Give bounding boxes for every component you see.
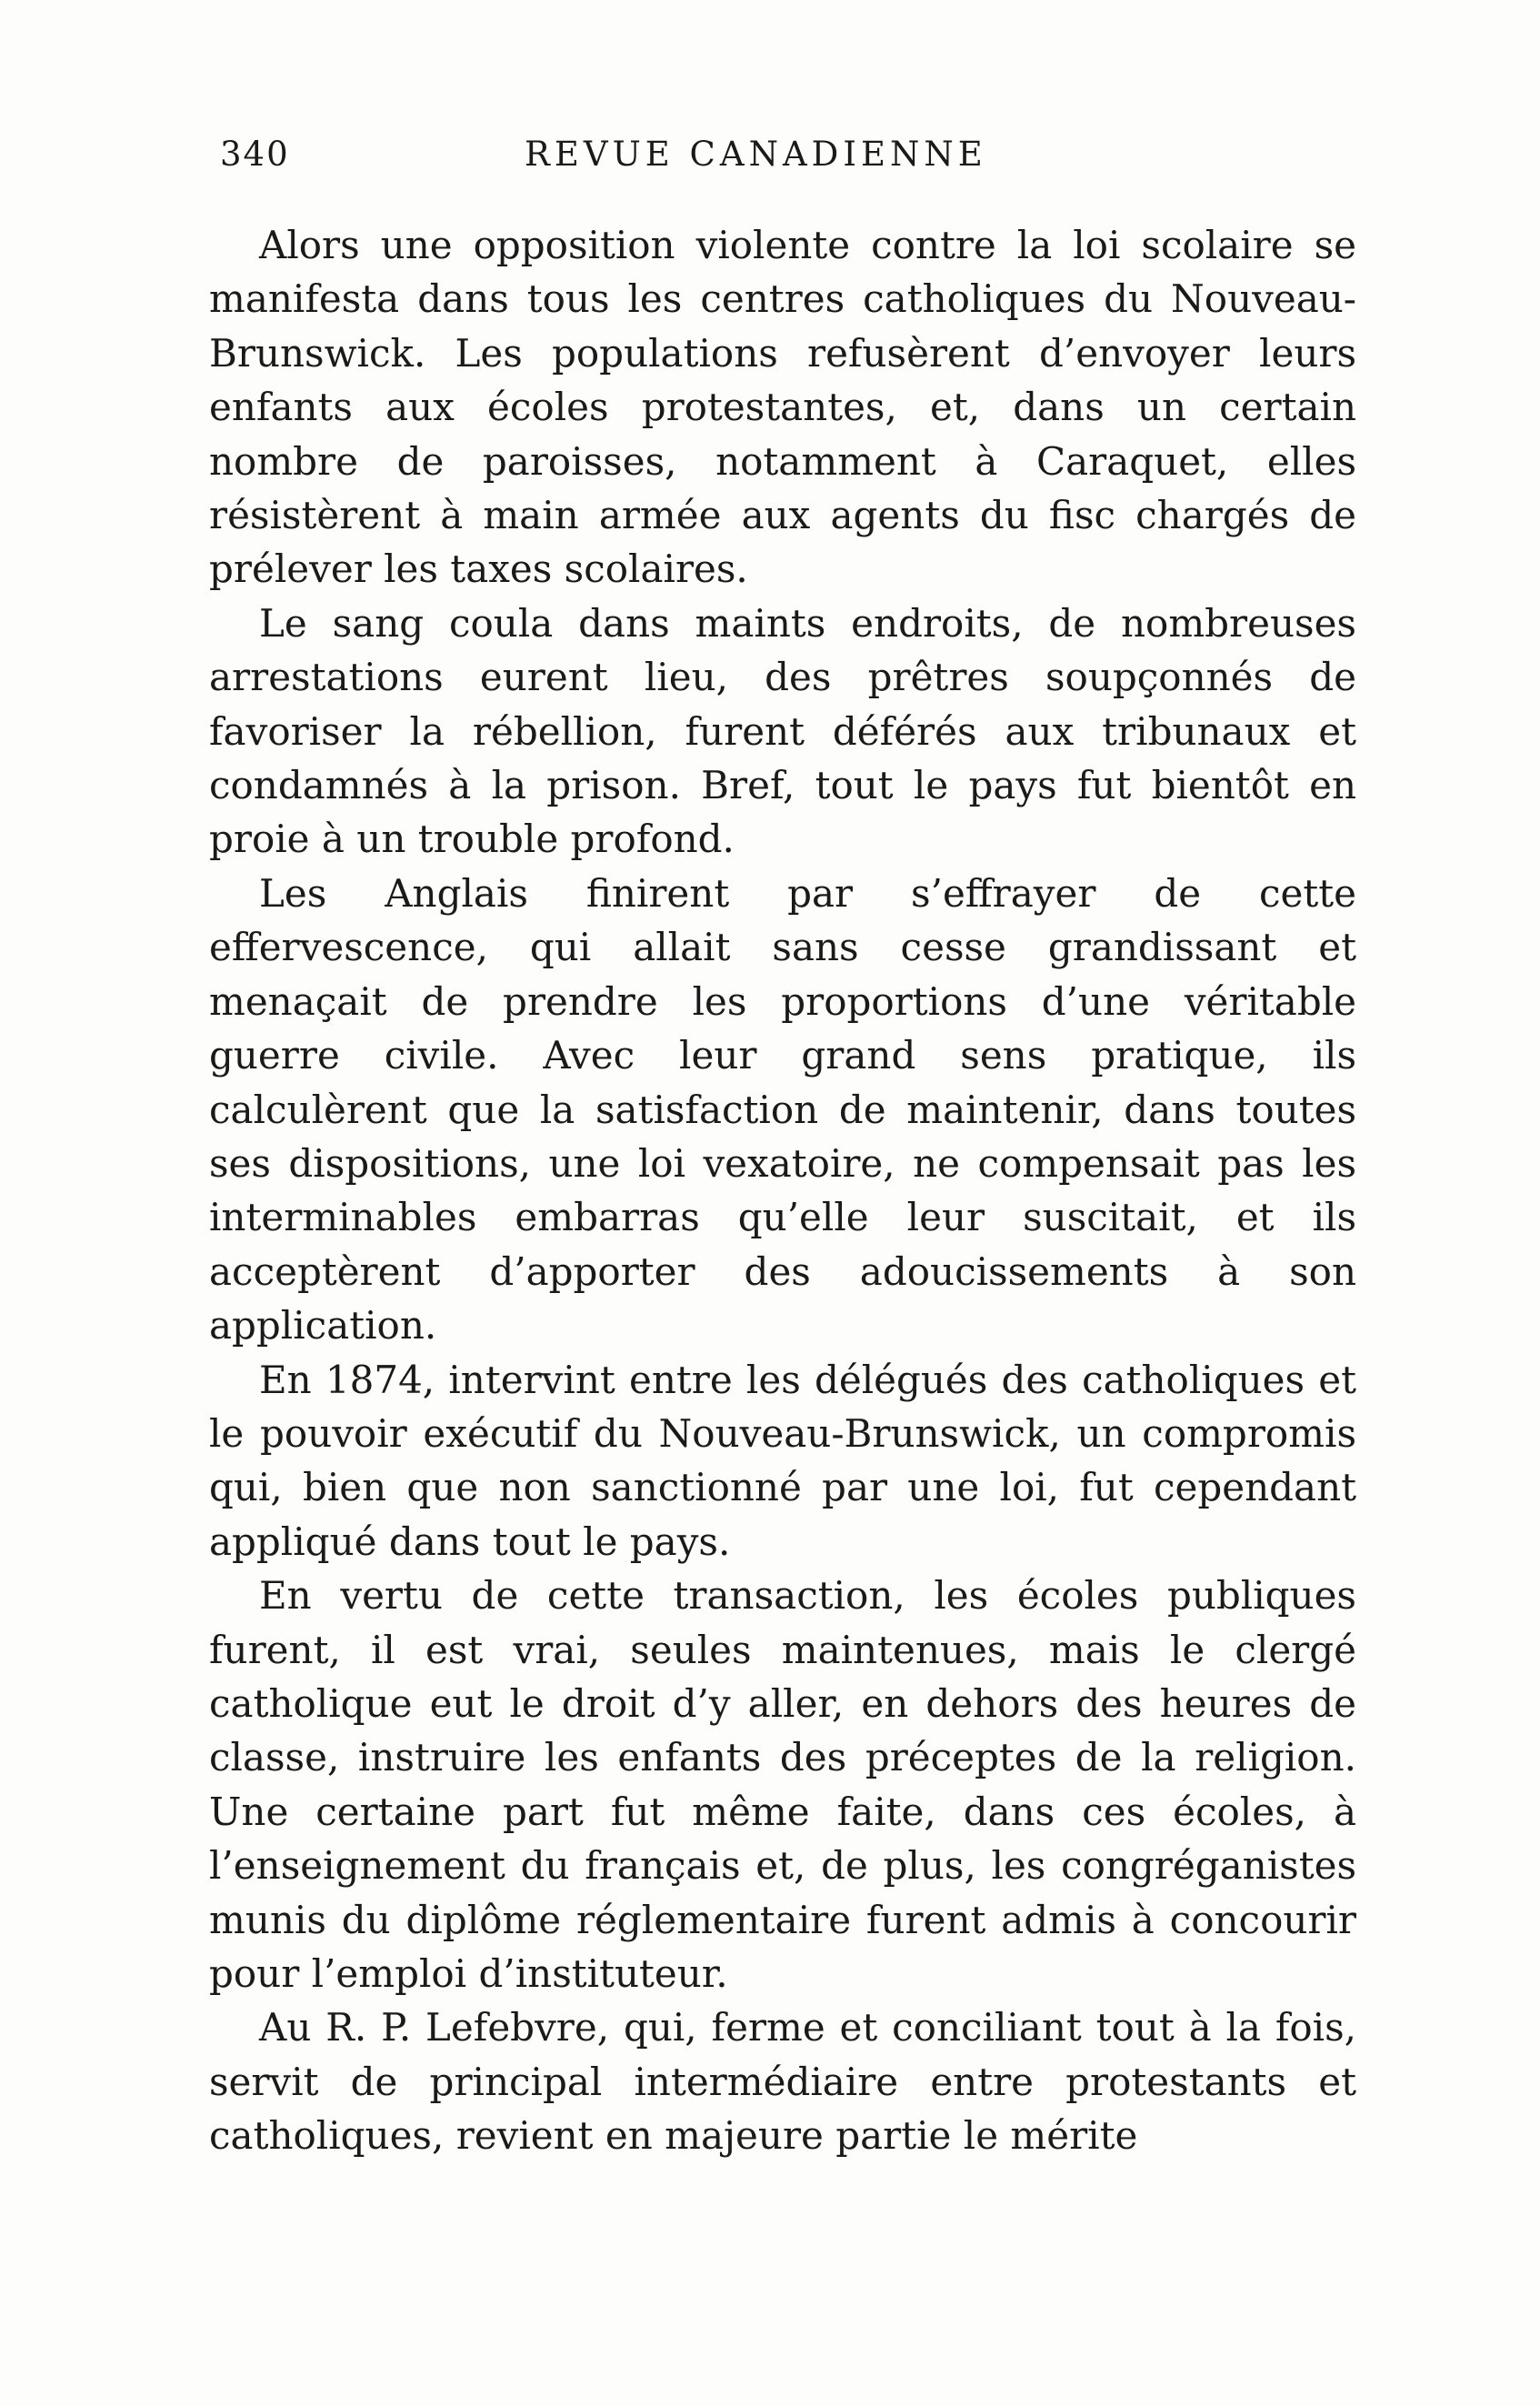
paragraph-5: En vertu de cette transaction, les écoles publiques furent, il est vrai, seules maintenues, mais le clergé catholique eut le droit d’y aller, en dehors des heures de classe, instruire les enfants des préceptes de la religion. Une certaine part fut même faite, dans ces écoles, à l’enseignement du français et, de plus, les congréganistes munis du diplôme réglementaire furent admis à concourir pour l’emploi d’instituteur. (209, 1573, 1356, 1996)
page-number: 340 (220, 135, 290, 174)
paragraph-2: Le sang coula dans maints endroits, de nombreuses arrestations eurent lieu, des prêtres soupçonnés de favoriser la rébellion, furent déférés aux tribunaux et condamnés à la prison. Bref, tout le pays fut bientôt en proie à un trouble profond. (209, 600, 1356, 862)
journal-title: REVUE CANADIENNE (525, 135, 987, 174)
running-head (220, 135, 1356, 189)
paragraph-3: Les Anglais finirent par s’effrayer de cette effervescence, qui allait sans cesse grandissant et menaçait de prendre les proportions d’une véritable guerre civile. Avec leur grand sens pratique, ils calculèrent que la satisfaction de maintenir, dans toutes ses dispositions, une loi vexatoire, ne compensait pas les interminables embarras qu’elle leur suscitait, et ils acceptèrent d’apporter des adoucissements à son application. (209, 870, 1356, 1348)
body-text (209, 218, 1356, 2163)
paragraph-4: En 1874, intervint entre les délégués des catholiques et le pouvoir exécutif du Nouveau-Brunswick, un compromis qui, bien que non sanctionné par une loi, fut cependant appliqué dans tout le pays. (209, 1357, 1356, 1564)
paragraph-6: Au R. P. Lefebvre, qui, ferme et conciliant tout à la fois, servit de principal intermédiaire entre protestants et catholiques, revient en majeure partie le mérite (209, 2005, 1356, 2159)
paragraph-1: Alors une opposition violente contre la loi scolaire se manifesta dans tous les centres catholiques du Nouveau-Brunswick. Les populations refusèrent d’envoyer leurs enfants aux écoles protestantes, et, dans un certain nombre de paroisses, notamment à Caraquet, elles résistèrent à main armée aux agents du fisc chargés de prélever les taxes scolaires. (209, 223, 1356, 592)
